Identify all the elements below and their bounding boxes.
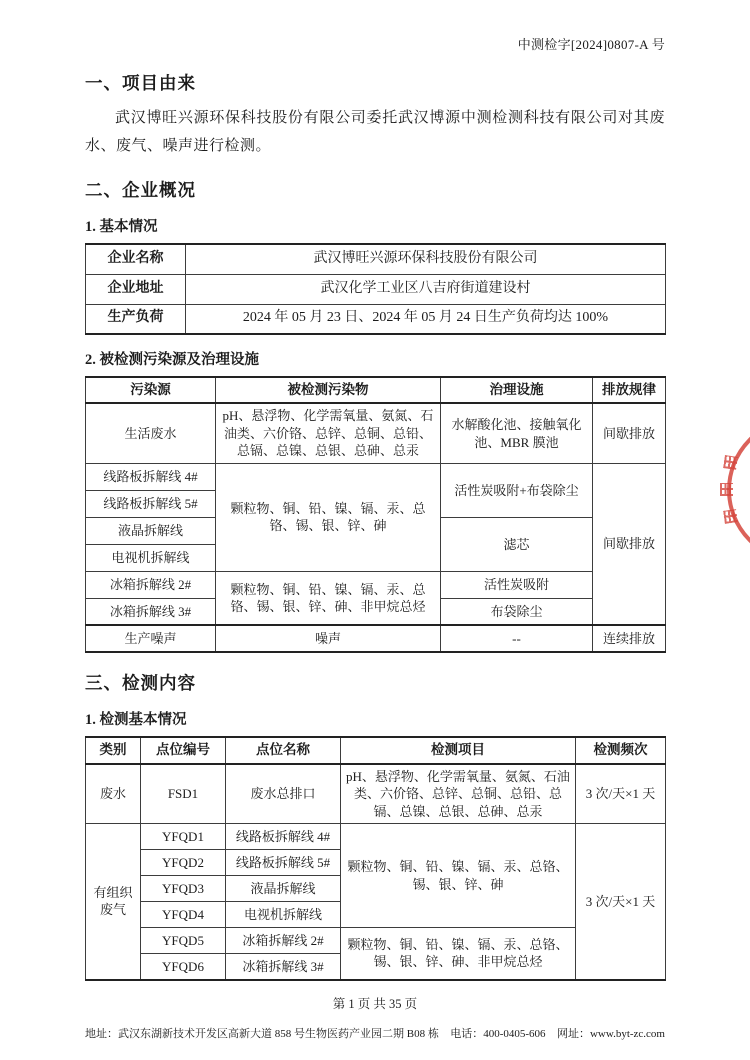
- table-row: [86, 764, 666, 824]
- category-organized-waste-gas: 有组织废气: [86, 824, 141, 980]
- point-code-yfqd2: YFQD2: [141, 850, 226, 876]
- pollutants-dismantling-lines: 颗粒物、铜、铅、镍、镉、汞、总铬、锡、银、锌、砷: [216, 463, 441, 571]
- source-fridge-line3: 冰箱拆解线 3#: [86, 598, 216, 625]
- frequency-wastewater: 3 次/天×1 天: [576, 764, 666, 824]
- company-name-value: 武汉博旺兴源环保科技股份有限公司: [186, 244, 666, 274]
- seal-character-fragment: [723, 455, 738, 470]
- point-name-yfqd3: 液晶拆解线: [226, 876, 341, 902]
- table-row: [86, 571, 666, 598]
- table-row: [86, 625, 666, 652]
- pattern-continuous: 连续排放: [593, 625, 666, 652]
- header-pollutants: 被检测污染物: [216, 377, 441, 403]
- table-row: [86, 244, 666, 274]
- point-code-yfqd4: YFQD4: [141, 902, 226, 928]
- company-address-label: 企业地址: [86, 274, 186, 304]
- facility-carbon-bag: 活性炭吸附+布袋除尘: [441, 463, 593, 517]
- table-row: [86, 824, 666, 850]
- source-circuit-board-line5: 线路板拆解线 5#: [86, 490, 216, 517]
- facility-noise-none: --: [441, 625, 593, 652]
- footer-website: 网址：www.byt-zc.com: [556, 1027, 665, 1040]
- source-circuit-board-line4: 线路板拆解线 4#: [86, 463, 216, 490]
- seal-character-fragment: [723, 509, 738, 524]
- pollutants-domestic-wastewater: pH、悬浮物、化学需氧量、氨氮、石油类、六价铬、总锌、总铜、总铅、总镉、总镍、总银、总砷、总汞: [216, 403, 441, 463]
- subsection-title-basic-info: 1. 基本情况: [85, 219, 158, 235]
- facility-domestic-wastewater: 水解酸化池、接触氧化池、MBR 膜池: [441, 403, 593, 463]
- section-title-company-overview: 二、企业概况: [85, 180, 196, 200]
- source-production-noise: 生产噪声: [86, 625, 216, 652]
- pattern-intermittent: 间歇排放: [593, 463, 666, 625]
- table-header-row: [86, 377, 666, 403]
- category-wastewater: 废水: [86, 764, 141, 824]
- pollutant-noise: 噪声: [216, 625, 441, 652]
- header-category: 类别: [86, 737, 141, 763]
- point-name-yfqd4: 电视机拆解线: [226, 902, 341, 928]
- doc-number: 中测检字[2024]0807-A 号: [517, 37, 665, 52]
- company-address-value: 武汉化学工业区八吉府街道建设村: [186, 274, 666, 304]
- facility-carbon: 活性炭吸附: [441, 571, 593, 598]
- frequency-waste-gas: 3 次/天×1 天: [576, 824, 666, 980]
- point-code-yfqd5: YFQD5: [141, 928, 226, 954]
- point-name-wastewater-outlet: 废水总排口: [226, 764, 341, 824]
- table-header-row: [86, 737, 666, 763]
- point-name-yfqd2: 线路板拆解线 5#: [226, 850, 341, 876]
- items-wastewater: pH、悬浮物、化学需氧量、氨氮、石油类、六价铬、总锌、总铜、总铅、总镉、总镍、总银、总砷、总汞: [341, 764, 576, 824]
- page-number: 第 1 页 共 35 页: [332, 996, 418, 1011]
- header-monitor-items: 检测项目: [341, 737, 576, 763]
- pattern-domestic-wastewater: 间歇排放: [593, 403, 666, 463]
- header-treatment-facility: 治理设施: [441, 377, 593, 403]
- seal-character-fragment: [720, 483, 733, 496]
- facility-bag: 布袋除尘: [441, 598, 593, 625]
- section-title-monitoring-content: 三、检测内容: [85, 673, 196, 694]
- footer: [85, 1025, 665, 1041]
- items-fridge-lines: 颗粒物、铜、铅、镍、镉、汞、总铬、锡、银、锌、砷、非甲烷总烃: [341, 928, 576, 980]
- header-discharge-pattern: 排放规律: [593, 377, 666, 403]
- table-row: [86, 403, 666, 463]
- basic-info-table: [85, 243, 666, 335]
- table-row: [86, 304, 666, 334]
- header-point-code: 点位编号: [141, 737, 226, 763]
- point-name-yfqd6: 冰箱拆解线 3#: [226, 954, 341, 980]
- footer-address: 地址：武汉东湖新技术开发区高新大道 858 号生物医药产业园二期 B08 栋: [85, 1027, 439, 1040]
- facility-filter: 滤芯: [441, 517, 593, 571]
- point-code-fsd1: FSD1: [141, 764, 226, 824]
- point-code-yfqd1: YFQD1: [141, 824, 226, 850]
- point-code-yfqd6: YFQD6: [141, 954, 226, 980]
- subsection-title-monitoring-basic: 1. 检测基本情况: [85, 712, 187, 729]
- source-tv-line: 电视机拆解线: [86, 544, 216, 571]
- items-dismantling-lines: 颗粒物、铜、铅、镍、镉、汞、总铬、锡、银、锌、砷: [341, 824, 576, 928]
- header-frequency: 检测频次: [576, 737, 666, 763]
- subsection-title-pollution-sources: 2. 被检测污染源及治理设施: [85, 352, 259, 368]
- header-pollution-source: 污染源: [86, 377, 216, 403]
- company-name-label: 企业名称: [86, 244, 186, 274]
- section-title-project-origin: 一、项目由来: [85, 73, 196, 93]
- source-domestic-wastewater: 生活废水: [86, 403, 216, 463]
- production-load-label: 生产负荷: [86, 304, 186, 334]
- footer-phone: 电话：400-0405-606: [450, 1027, 546, 1040]
- table-row: [86, 463, 666, 490]
- point-code-yfqd3: YFQD3: [141, 876, 226, 902]
- source-fridge-line2: 冰箱拆解线 2#: [86, 571, 216, 598]
- point-name-yfqd1: 线路板拆解线 4#: [226, 824, 341, 850]
- monitoring-table: [85, 736, 666, 980]
- point-name-yfqd5: 冰箱拆解线 2#: [226, 928, 341, 954]
- table-row: [86, 274, 666, 304]
- project-origin-paragraph: 武汉博旺兴源环保科技股份有限公司委托武汉博源中测检测科技有限公司对其废水、废气、噪声进行检测。: [85, 110, 665, 154]
- pollution-sources-table: [85, 376, 666, 653]
- pollutants-fridge-lines: 颗粒物、铜、铅、镍、镉、汞、总铬、锡、银、锌、砷、非甲烷总烃: [216, 571, 441, 625]
- header-point-name: 点位名称: [226, 737, 341, 763]
- production-load-value: 2024 年 05 月 23 日、2024 年 05 月 24 日生产负荷均达 100%: [186, 304, 666, 334]
- source-lcd-line: 液晶拆解线: [86, 517, 216, 544]
